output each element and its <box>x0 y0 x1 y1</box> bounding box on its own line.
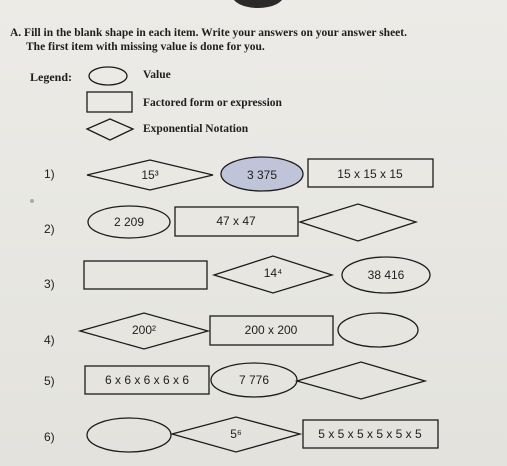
item-number-4: 4) <box>44 333 55 347</box>
item-number-1: 1) <box>44 167 55 181</box>
legend-oval-shape <box>89 67 127 85</box>
item5-rectangle-text: 6 x 6 x 6 x 6 x 6 <box>104 373 190 387</box>
item1-diamond-text: 15³ <box>141 168 159 182</box>
instructions-title: A. Fill in the blank shape in each item. Write your answers on your answer sheet. <box>10 27 407 39</box>
item3-diamond-text: 14⁴ <box>263 266 283 280</box>
item5-oval-text: 7 776 <box>238 373 270 387</box>
item-number-3: 3) <box>44 277 55 291</box>
item4-oval-shape <box>338 313 418 347</box>
item4-rectangle-text: 200 x 200 <box>244 323 298 337</box>
instructions-subtitle: The first item with missing value is done for you. <box>26 41 265 53</box>
item-number-2: 2) <box>44 222 55 236</box>
item2-rectangle-text: 47 x 47 <box>216 214 256 228</box>
legend-rectangle-shape <box>87 92 132 112</box>
item3-oval-text: 38 416 <box>367 268 405 282</box>
legend-oval-text: Value <box>143 69 171 81</box>
item6-oval-shape <box>87 418 171 452</box>
legend-rectangle-text: Factored form or expression <box>143 97 282 109</box>
legend-label: Legend: <box>30 70 72 84</box>
item-number-6: 6) <box>44 430 55 444</box>
item1-oval-text: 3 375 <box>246 168 278 182</box>
item1-rectangle-text: 15 x 15 x 15 <box>337 167 403 181</box>
item2-diamond-shape <box>300 204 416 241</box>
item2-oval-text: 2 209 <box>113 215 145 229</box>
legend-diamond-text: Exponential Notation <box>143 123 249 135</box>
legend-diamond-shape <box>87 119 133 140</box>
item4-diamond-text: 200² <box>131 323 157 337</box>
item-number-5: 5) <box>44 374 55 388</box>
item6-diamond-text: 5⁶ <box>230 427 242 441</box>
item3-rectangle-shape <box>84 261 207 289</box>
item5-diamond-shape <box>297 362 425 399</box>
item6-rectangle-text: 5 x 5 x 5 x 5 x 5 x 5 <box>318 427 422 441</box>
